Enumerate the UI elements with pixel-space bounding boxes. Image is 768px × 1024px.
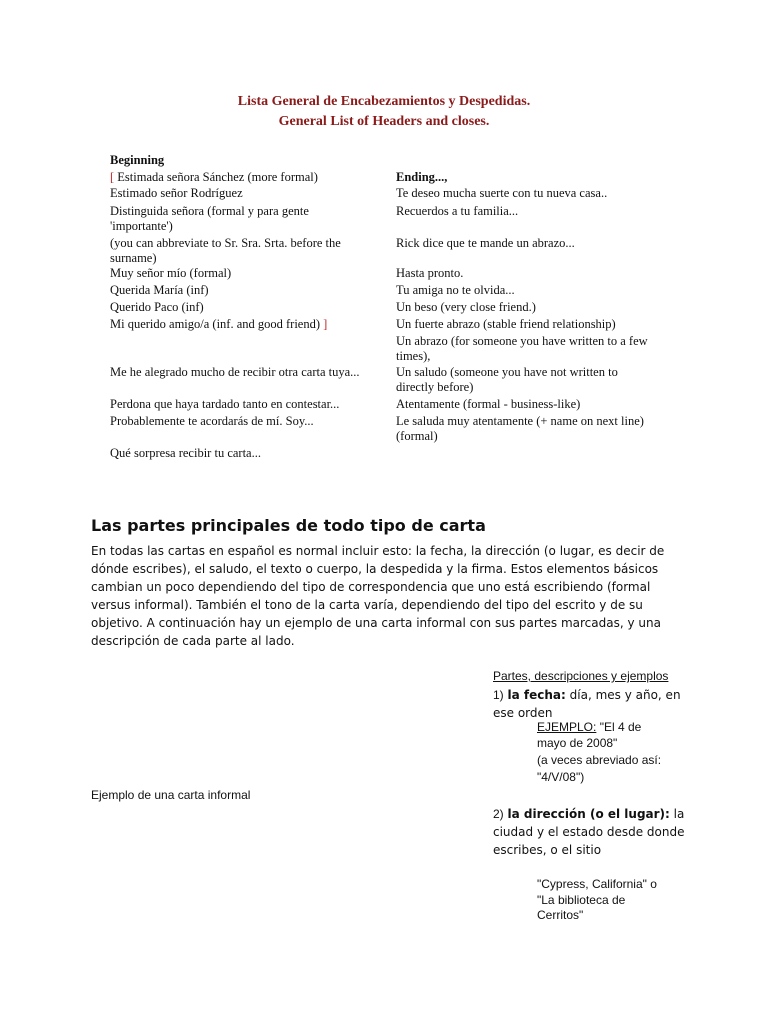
- greeting-item: Distinguida señora (formal y para gente: [110, 204, 309, 218]
- example-text: "El 4 de: [599, 720, 642, 734]
- greeting-text: Mi querido amigo/a (inf. and good friend): [110, 317, 321, 331]
- closing-item-continued: directly before): [396, 380, 474, 394]
- closing-item: Te deseo mucha suerte con tu nueva casa..: [396, 186, 608, 200]
- part-description-continued: escribes, o el sitio: [493, 843, 602, 857]
- part-description-continued: ese orden: [493, 706, 553, 720]
- greeting-item: Estimado señor Rodríguez: [110, 186, 243, 200]
- closing-item: Un saludo (someone you have not written to: [396, 365, 618, 379]
- section-paragraph: En todas las cartas en español es normal incluir esto: la fecha, la dirección (o lugar, es decir de dónde escribes), el saludo, el texto o cuerpo, la despedida y la firma. Estos elementos básicos cambian un poco dependiendo del tipo de correspondencia que uno está escribiendo (formal versus informal). También el tono de la carta varía, dependiendo del tipo del escrito y de su objetivo. A continuación hay un ejemplo de una carta informal con sus partes marcadas, y una descripción de cada parte al lado.: [91, 544, 665, 648]
- page-title-english: General List of Headers and closes.: [278, 114, 490, 129]
- part-number: 2): [493, 807, 504, 821]
- page-title-spanish: Lista General de Encabezamientos y Despedidas.: [237, 94, 531, 109]
- open-bracket: [: [110, 170, 115, 184]
- closing-item: Le saluda muy atentamente (+ name on next line): [396, 414, 644, 428]
- example-line: Cerritos": [537, 908, 584, 922]
- greeting-text: Estimada señora Sánchez (more formal): [117, 170, 318, 184]
- example-line: (a veces abreviado así:: [537, 753, 662, 767]
- greeting-item: [110, 316, 327, 332]
- greeting-item: Querida María (inf): [110, 283, 209, 297]
- part-address: [493, 805, 684, 823]
- closing-item: Atentamente (formal - business-like): [396, 397, 581, 411]
- opening-phrase: Qué sorpresa recibir tu carta...: [110, 446, 261, 460]
- closing-item: Tu amiga no te olvida...: [396, 283, 515, 297]
- example-letter-label: Ejemplo de una carta informal: [91, 788, 251, 802]
- closing-item: Recuerdos a tu familia...: [396, 204, 519, 218]
- closing-item: Un fuerte abrazo (stable friend relationship): [396, 317, 616, 331]
- opening-phrase: Probablemente te acordarás de mí. Soy...: [110, 414, 314, 428]
- part-term: la dirección (o el lugar):: [507, 807, 670, 821]
- greeting-item: [110, 169, 318, 185]
- part-description-continued: ciudad y el estado desde donde: [493, 825, 685, 839]
- part-description: la: [673, 807, 685, 821]
- example-line: "Cypress, California" o: [537, 877, 657, 891]
- close-bracket: ]: [323, 317, 328, 331]
- closing-item: Hasta pronto.: [396, 266, 464, 280]
- closing-item: Un beso (very close friend.): [396, 300, 536, 314]
- opening-phrase: Perdona que haya tardado tanto en contestar...: [110, 397, 340, 411]
- greeting-item: Querido Paco (inf): [110, 300, 204, 314]
- part-number: 1): [493, 688, 504, 702]
- closing-item: Un abrazo (for someone you have written to a few: [396, 334, 648, 348]
- example-label: EJEMPLO:: [537, 720, 597, 734]
- closing-item: Rick dice que te mande un abrazo...: [396, 236, 575, 250]
- greeting-item-continued: 'importante'): [110, 219, 173, 233]
- closing-item-continued: (formal): [396, 429, 438, 443]
- greeting-item: (you can abbreviate to Sr. Sra. Srta. before the: [110, 236, 341, 250]
- parts-heading: Partes, descripciones y ejemplos: [493, 669, 669, 683]
- section-heading: Las partes principales de todo tipo de carta: [91, 516, 486, 535]
- closing-item-continued: times),: [396, 349, 431, 363]
- example-line: "La biblioteca de: [537, 893, 626, 907]
- part-term: la fecha:: [507, 688, 566, 702]
- example-line: mayo de 2008": [537, 736, 618, 750]
- greeting-item: Muy señor mío (formal): [110, 266, 232, 280]
- part-date: [493, 686, 693, 704]
- opening-phrase: Me he alegrado mucho de recibir otra carta tuya...: [110, 365, 360, 379]
- beginning-label: Beginning: [110, 153, 165, 167]
- example-line: "4/V/08"): [537, 770, 585, 784]
- ending-label: Ending...,: [396, 170, 448, 184]
- part-description: día, mes y año, en: [569, 688, 681, 702]
- greeting-item-continued: surname): [110, 251, 157, 265]
